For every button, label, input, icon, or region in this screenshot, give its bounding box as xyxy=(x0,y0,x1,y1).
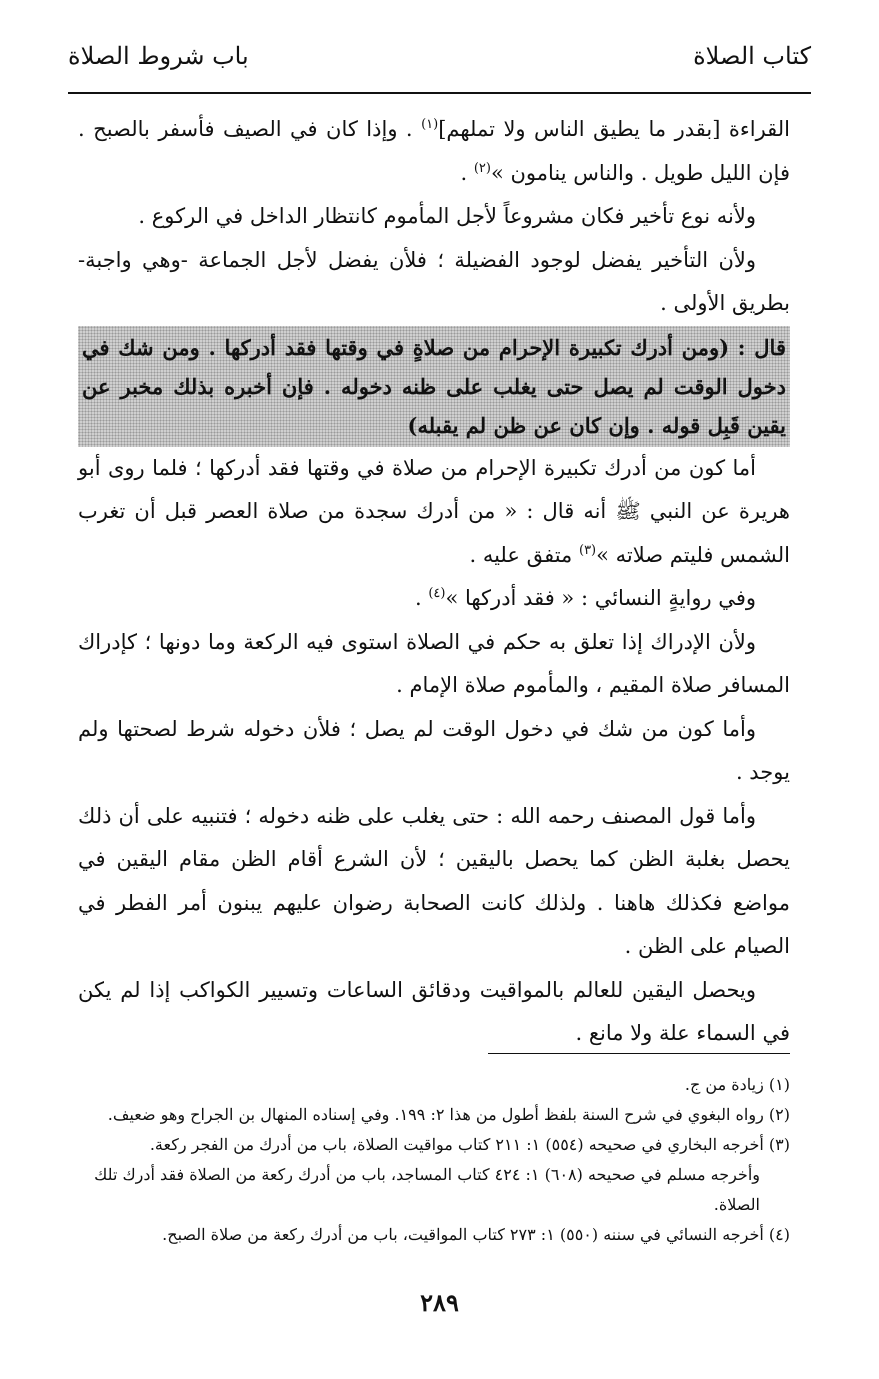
paragraph: ويحصل اليقين للعالم بالمواقيت ودقائق الساعات وتسيير الكواكب إذا لم يكن في السماء علة ولا مانع . xyxy=(78,977,790,1045)
page-number: ٢٨٩ xyxy=(420,1288,459,1317)
paragraph-text: . وإذا كان في الصيف فأسفر بالصبح . فإن الليل طويل . والناس ينامون » xyxy=(78,117,790,185)
footnote: (١) زيادة من ج. xyxy=(684,1075,790,1094)
paragraph-text: القراءة [بقدر ما يطيق الناس ولا تملهم] xyxy=(438,117,791,141)
footnote: (٤) أخرجه النسائي في سننه (٥٥٠) ١: ٢٧٣ كتاب المواقيت، باب من أدرك ركعة من صلاة الصبح. xyxy=(162,1225,790,1244)
header-rule xyxy=(68,92,811,94)
paragraph: ولأن الإدراك إذا تعلق به حكم في الصلاة استوى فيه الركعة وما دونها ؛ كإدراك المسافر صلاة المقيم ، والمأموم صلاة الإمام . xyxy=(78,629,790,697)
running-header xyxy=(68,42,811,88)
footnote-ref: (١) xyxy=(421,117,439,132)
footnote-ref: (٤) xyxy=(428,586,446,601)
footnotes xyxy=(78,1070,790,1250)
header-book-title: كتاب الصلاة xyxy=(693,42,811,70)
paragraph-text: . xyxy=(414,586,429,610)
paragraph xyxy=(78,447,790,578)
paragraph xyxy=(78,108,790,195)
paragraph: وأما قول المصنف رحمه الله : حتى يغلب على ظنه دخوله ؛ فتنبيه على أن ذلك يحصل بغلبة الظن كما يحصل باليقين ؛ لأن الشرع أقام الظن مقام اليقين في مواضع فكذلك هاهنا . ولذلك كانت الصحابة رضوان عليهم يبنون أمر الفطر في الصيام على الظن . xyxy=(78,803,790,958)
paragraph xyxy=(78,577,790,621)
footnote: (٢) رواه البغوي في شرح السنة بلفظ أطول من هذا ٢: ١٩٩. وفي إسناده المنهال بن الجراح وهو ضعيف. xyxy=(107,1105,790,1124)
footnote-continuation: وأخرجه مسلم في صحيحه (٦٠٨) ١: ٤٢٤ كتاب المساجد، باب من أدرك ركعة من الصلاة فقد أدرك تلك الصلاة. xyxy=(94,1165,760,1214)
paragraph-text: أما كون من أدرك تكبيرة الإحرام من صلاة في وقتها فقد أدركها ؛ فلما روى أبو هريرة عن النبي ﷺ أنه قال : « من أدرك سجدة من صلاة العصر قبل أن تغرب الشمس فليتم صلاته » xyxy=(78,455,790,567)
paragraph-text: . xyxy=(460,160,474,185)
footnote: (٣) أخرجه البخاري في صحيحه (٥٥٤) ١: ٢١١ كتاب مواقيت الصلاة، باب من أدرك من الفجر ركعة. xyxy=(149,1135,790,1154)
paragraph-text: متفق عليه . xyxy=(469,542,579,567)
main-text xyxy=(78,108,790,1056)
footnote-rule xyxy=(488,1053,790,1054)
footnote-ref: (٣) xyxy=(578,542,597,558)
paragraph: وأما كون من شك في دخول الوقت لم يصل ؛ فلأن دخوله شرط لصحتها ولم يوجد . xyxy=(78,716,790,784)
highlighted-matn: قال : (ومن أدرك تكبيرة الإحرام من صلاةٍ في وقتها فقد أدركها . ومن شك في دخول الوقت لم يصل حتى يغلب على ظنه دخوله . فإن أخبره بذلك مخبر عن يقين قَبِل قوله . وإن كان عن ظن لم يقبله) xyxy=(78,326,790,447)
paragraph-text: وفي روايةٍ النسائي : « فقد أدركها » xyxy=(445,586,756,610)
paragraph: ولأن التأخير يفضل لوجود الفضيلة ؛ فلأن يفضل لأجل الجماعة -وهي واجبة- بطريق الأولى . xyxy=(78,247,790,315)
header-chapter-title: باب شروط الصلاة xyxy=(68,42,249,70)
footnote-ref: (٢) xyxy=(473,160,491,176)
paragraph: ولأنه نوع تأخير فكان مشروعاً لأجل المأموم كانتظار الداخل في الركوع . xyxy=(138,204,756,228)
